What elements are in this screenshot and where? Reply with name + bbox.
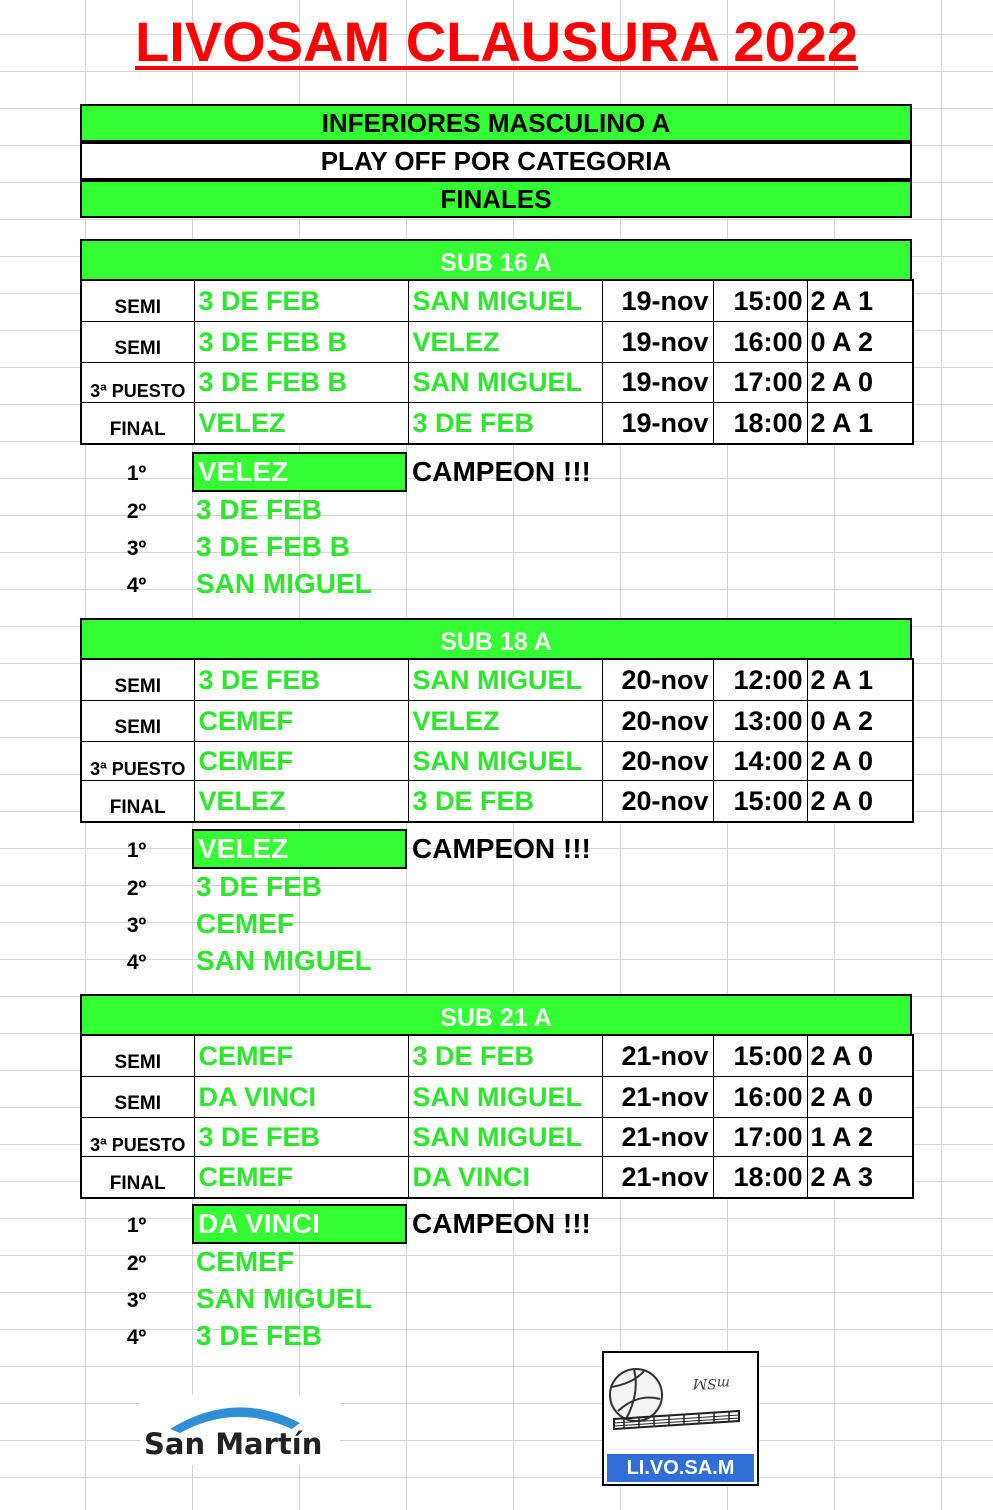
match-date: 19-nov	[602, 363, 713, 403]
livosam-mark: mSM	[692, 1375, 730, 1391]
table-row	[81, 1118, 913, 1157]
match-time: 17:00	[713, 1118, 807, 1157]
match-time: 15:00	[713, 280, 807, 322]
rank-position: 2º	[126, 500, 147, 523]
rank-team: SAN MIGUEL	[196, 1283, 372, 1314]
match-away-team: SAN MIGUEL	[408, 363, 602, 403]
match-away-team: SAN MIGUEL	[408, 659, 602, 701]
header-playoff: PLAY OFF POR CATEGORIA	[80, 142, 912, 180]
match-time: 12:00	[713, 659, 807, 701]
rank-team: SAN MIGUEL	[196, 568, 372, 599]
match-round: 3ª PUESTO	[81, 742, 194, 781]
champion-team: DA VINCI	[192, 1204, 407, 1244]
rank-position: 1º	[126, 1214, 147, 1237]
table-row	[81, 280, 913, 322]
match-home-team: CEMEF	[194, 1157, 408, 1199]
match-score: 1 A 2	[807, 1118, 913, 1157]
match-time: 14:00	[713, 742, 807, 781]
match-score: 2 A 3	[807, 1157, 913, 1199]
rank-position: 3º	[126, 1289, 147, 1312]
match-time: 18:00	[713, 403, 807, 445]
match-home-team: CEMEF	[194, 742, 408, 781]
match-date: 20-nov	[602, 659, 713, 701]
match-date: 20-nov	[602, 701, 713, 742]
match-away-team: SAN MIGUEL	[408, 1118, 602, 1157]
match-time: 15:00	[713, 1035, 807, 1077]
champion-team: VELEZ	[192, 829, 407, 869]
match-home-team: 3 DE FEB	[194, 1118, 408, 1157]
category-title-sub21: SUB 21 A	[80, 994, 912, 1036]
page-title: LIVOSAM CLAUSURA 2022	[135, 10, 858, 73]
table-row	[81, 1157, 913, 1199]
match-round: 3ª PUESTO	[81, 363, 194, 403]
match-away-team: VELEZ	[408, 322, 602, 363]
table-row	[81, 322, 913, 363]
match-score: 2 A 0	[807, 1077, 913, 1118]
match-away-team: DA VINCI	[408, 1157, 602, 1199]
match-round: 3ª PUESTO	[81, 1118, 194, 1157]
match-score: 2 A 0	[807, 781, 913, 823]
match-time: 13:00	[713, 701, 807, 742]
rank-position: 3º	[126, 914, 147, 937]
rank-team: CEMEF	[196, 1246, 294, 1277]
match-time: 16:00	[713, 322, 807, 363]
match-round: SEMI	[81, 701, 194, 742]
match-round: FINAL	[81, 1157, 194, 1199]
match-date: 19-nov	[602, 322, 713, 363]
match-round: FINAL	[81, 403, 194, 445]
rank-position: 1º	[126, 839, 147, 862]
category-title-sub18: SUB 18 A	[80, 618, 912, 660]
category-title-sub16: SUB 16 A	[80, 239, 912, 281]
rank-team: 3 DE FEB B	[196, 531, 351, 562]
match-home-team: 3 DE FEB	[194, 280, 408, 322]
match-away-team: 3 DE FEB	[408, 1035, 602, 1077]
match-date: 21-nov	[602, 1035, 713, 1077]
table-row	[81, 701, 913, 742]
champion-label: CAMPEON !!!	[412, 833, 591, 864]
match-away-team: SAN MIGUEL	[408, 280, 602, 322]
match-away-team: SAN MIGUEL	[408, 742, 602, 781]
rank-position: 1º	[126, 462, 147, 485]
volleyball-net-icon	[604, 1353, 757, 1453]
match-date: 19-nov	[602, 280, 713, 322]
livosam-logo-label: LI.VO.SA.M	[607, 1454, 754, 1482]
champion-label: CAMPEON !!!	[412, 1208, 591, 1239]
match-round: SEMI	[81, 322, 194, 363]
rank-position: 4º	[126, 574, 147, 597]
rank-position: 2º	[126, 877, 147, 900]
match-home-team: CEMEF	[194, 701, 408, 742]
match-away-team: 3 DE FEB	[408, 781, 602, 823]
table-row	[81, 781, 913, 823]
match-score: 2 A 1	[807, 403, 913, 445]
match-score: 2 A 0	[807, 1035, 913, 1077]
match-home-team: VELEZ	[194, 781, 408, 823]
table-row	[81, 1035, 913, 1077]
match-away-team: SAN MIGUEL	[408, 1077, 602, 1118]
table-row	[81, 363, 913, 403]
header-division: INFERIORES MASCULINO A	[80, 104, 912, 142]
match-home-team: 3 DE FEB B	[194, 322, 408, 363]
match-score: 0 A 2	[807, 322, 913, 363]
match-away-team: 3 DE FEB	[408, 403, 602, 445]
match-score: 2 A 1	[807, 659, 913, 701]
match-score: 2 A 1	[807, 280, 913, 322]
rank-team: 3 DE FEB	[196, 494, 323, 525]
match-score: 2 A 0	[807, 363, 913, 403]
champion-team: VELEZ	[192, 452, 407, 492]
rank-position: 2º	[126, 1252, 147, 1275]
rank-team: 3 DE FEB	[196, 1320, 323, 1351]
table-row	[81, 1077, 913, 1118]
match-home-team: CEMEF	[194, 1035, 408, 1077]
match-date: 19-nov	[602, 403, 713, 445]
san-martin-logo-text: San Martín	[144, 1427, 323, 1461]
match-round: SEMI	[81, 1077, 194, 1118]
match-round: SEMI	[81, 280, 194, 322]
match-round: FINAL	[81, 781, 194, 823]
champion-label: CAMPEON !!!	[412, 456, 591, 487]
match-score: 2 A 0	[807, 742, 913, 781]
match-time: 16:00	[713, 1077, 807, 1118]
match-time: 18:00	[713, 1157, 807, 1199]
table-row	[81, 742, 913, 781]
table-row	[81, 403, 913, 445]
match-away-team: VELEZ	[408, 701, 602, 742]
match-date: 20-nov	[602, 742, 713, 781]
match-date: 21-nov	[602, 1077, 713, 1118]
matches-table-sub18	[80, 658, 914, 823]
matches-table-sub21	[80, 1034, 914, 1199]
match-date: 21-nov	[602, 1157, 713, 1199]
rank-team: SAN MIGUEL	[196, 945, 372, 976]
rank-team: 3 DE FEB	[196, 871, 323, 902]
match-round: SEMI	[81, 659, 194, 701]
header-finales: FINALES	[80, 180, 912, 218]
matches-table-sub16	[80, 279, 914, 445]
match-score: 0 A 2	[807, 701, 913, 742]
match-home-team: VELEZ	[194, 403, 408, 445]
rank-position: 4º	[126, 951, 147, 974]
match-round: SEMI	[81, 1035, 194, 1077]
match-time: 15:00	[713, 781, 807, 823]
rank-position: 4º	[126, 1326, 147, 1349]
match-date: 20-nov	[602, 781, 713, 823]
match-date: 21-nov	[602, 1118, 713, 1157]
match-home-team: DA VINCI	[194, 1077, 408, 1118]
match-home-team: 3 DE FEB B	[194, 363, 408, 403]
match-home-team: 3 DE FEB	[194, 659, 408, 701]
rank-position: 3º	[126, 537, 147, 560]
rank-team: CEMEF	[196, 908, 294, 939]
table-row	[81, 659, 913, 701]
match-time: 17:00	[713, 363, 807, 403]
